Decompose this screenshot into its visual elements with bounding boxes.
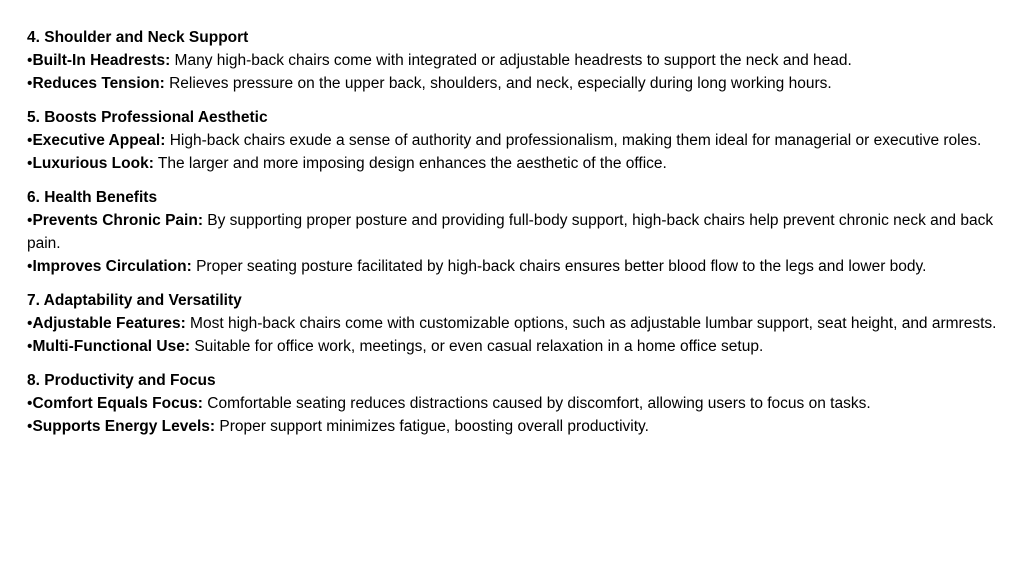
- bullet-item: [27, 335, 1002, 358]
- bullet-item: [27, 72, 1002, 95]
- bullet-dot-icon: •: [27, 132, 33, 149]
- bullet-text: Comfortable seating reduces distractions caused by discomfort, allowing users to focus on tasks.: [202, 395, 871, 412]
- section-title: 8. Productivity and Focus: [27, 372, 216, 389]
- bullet-dot-icon: •: [27, 338, 33, 355]
- bullet-dot-icon: •: [27, 315, 33, 332]
- bullet-text: By supporting proper posture and providing full-body support, high-back chairs help prevent chronic neck and back pain.: [27, 212, 994, 252]
- section-title: 7. Adaptability and Versatility: [27, 292, 242, 309]
- bullet-label: Adjustable Features:: [32, 315, 186, 332]
- bullet-label: Multi-Functional Use:: [32, 338, 191, 355]
- bullet-item: [27, 392, 1002, 415]
- bullet-text: Many high-back chairs come with integrated or adjustable headrests to support the neck and head.: [170, 52, 852, 69]
- bullet-item: [27, 209, 1002, 255]
- bullet-label: Supports Energy Levels:: [32, 418, 216, 435]
- bullet-label: Executive Appeal:: [32, 132, 166, 149]
- bullet-text: The larger and more imposing design enhances the aesthetic of the office.: [153, 155, 667, 172]
- section-title: 4. Shoulder and Neck Support: [27, 29, 249, 46]
- bullet-item: [27, 152, 1002, 175]
- section-title: 5. Boosts Professional Aesthetic: [27, 109, 268, 126]
- bullet-text: Proper seating posture facilitated by high-back chairs ensures better blood flow to the legs and lower body.: [191, 258, 927, 275]
- bullet-dot-icon: •: [27, 395, 33, 412]
- section-health-benefits: [27, 186, 1002, 278]
- bullet-text: Suitable for office work, meetings, or even casual relaxation in a home office setup.: [190, 338, 764, 355]
- bullet-dot-icon: •: [27, 212, 33, 229]
- bullet-dot-icon: •: [27, 155, 33, 172]
- section-shoulder-neck-support: [27, 26, 1002, 95]
- bullet-item: [27, 415, 1002, 438]
- bullet-label: Luxurious Look:: [32, 155, 154, 172]
- bullet-label: Reduces Tension:: [32, 75, 165, 92]
- bullet-text: Proper support minimizes fatigue, boosting overall productivity.: [215, 418, 649, 435]
- bullet-item: [27, 129, 1002, 152]
- section-adaptability-versatility: [27, 289, 1002, 358]
- bullet-text: High-back chairs exude a sense of authority and professionalism, making them ideal for managerial or executive roles.: [165, 132, 982, 149]
- section-professional-aesthetic: [27, 106, 1002, 175]
- bullet-label: Built-In Headrests:: [32, 52, 171, 69]
- bullet-text: Most high-back chairs come with customizable options, such as adjustable lumbar support, seat height, and armrests.: [185, 315, 997, 332]
- bullet-item: [27, 312, 1002, 335]
- section-productivity-focus: [27, 369, 1002, 438]
- bullet-item: [27, 49, 1002, 72]
- bullet-dot-icon: •: [27, 418, 33, 435]
- bullet-dot-icon: •: [27, 258, 33, 275]
- bullet-dot-icon: •: [27, 52, 33, 69]
- section-title: 6. Health Benefits: [27, 189, 158, 206]
- bullet-label: Improves Circulation:: [32, 258, 192, 275]
- bullet-label: Prevents Chronic Pain:: [32, 212, 203, 229]
- bullet-text: Relieves pressure on the upper back, shoulders, and neck, especially during long working hours.: [164, 75, 832, 92]
- slide-content: [27, 26, 1002, 449]
- bullet-item: [27, 255, 1002, 278]
- bullet-label: Comfort Equals Focus:: [32, 395, 203, 412]
- bullet-dot-icon: •: [27, 75, 33, 92]
